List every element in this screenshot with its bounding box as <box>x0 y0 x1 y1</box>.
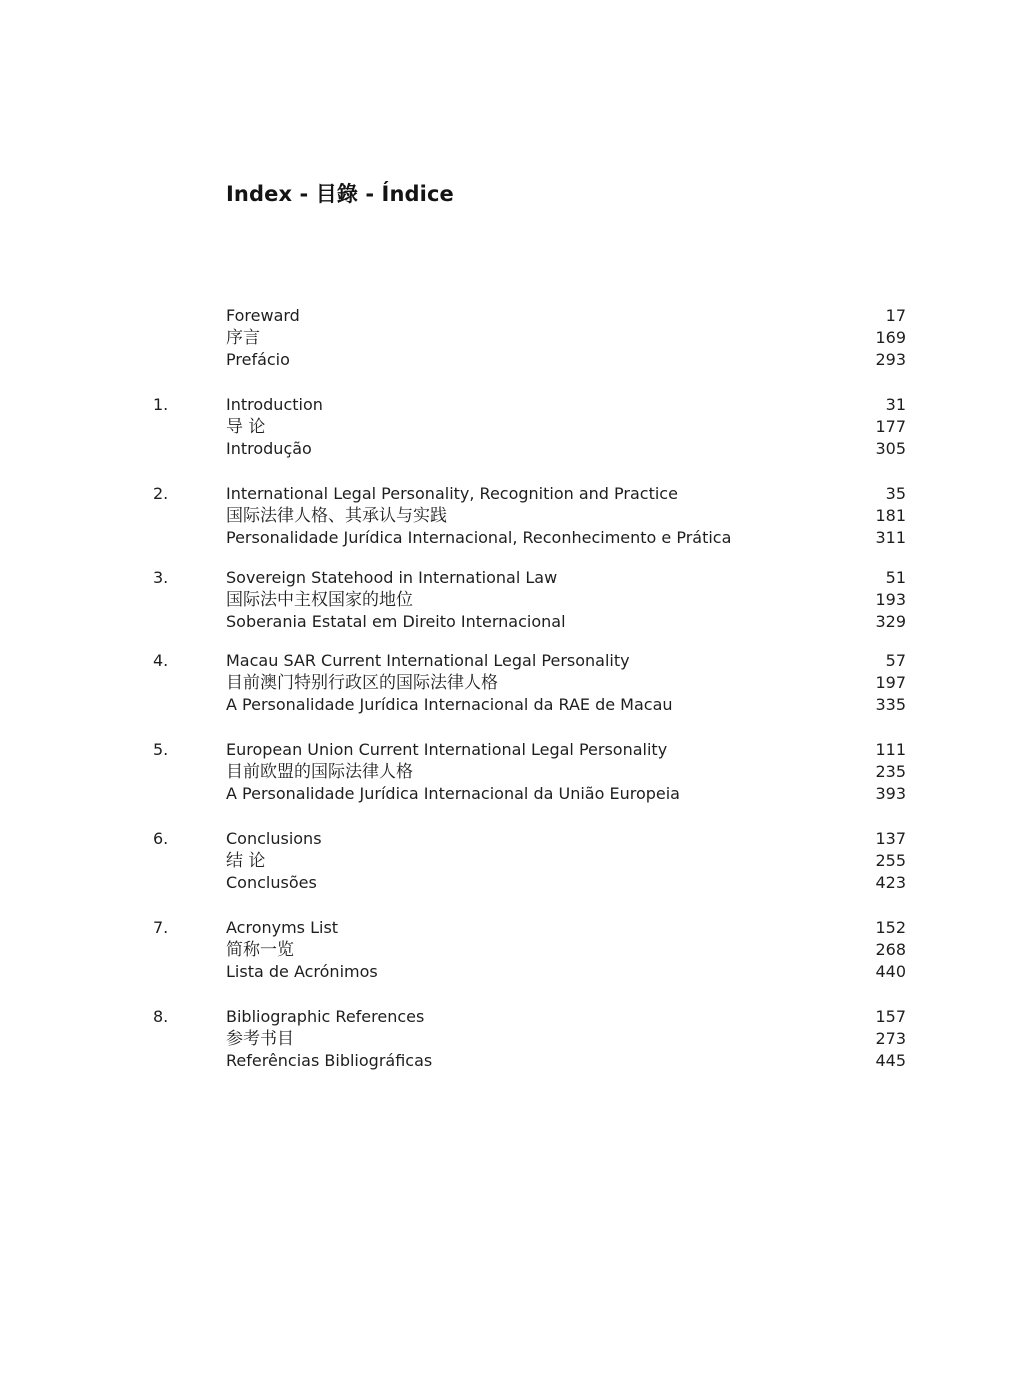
toc-line[interactable] <box>0 850 1024 872</box>
toc-line-title: International Legal Personality, Recognition and Practice <box>226 484 678 503</box>
toc-line-title: Foreward <box>226 306 300 325</box>
toc-line[interactable] <box>0 1006 1024 1028</box>
toc-line-title: Bibliographic References <box>226 1007 425 1026</box>
toc-line[interactable] <box>0 694 1024 716</box>
toc-line-title: 目前欧盟的国际法律人格 <box>226 762 413 782</box>
toc-line-page: 329 <box>875 612 906 631</box>
toc-line[interactable] <box>0 1050 1024 1072</box>
toc-line[interactable] <box>0 761 1024 783</box>
toc-line[interactable] <box>0 650 1024 672</box>
toc-line-title: Conclusions <box>226 829 322 848</box>
toc-line-page: 157 <box>875 1007 906 1026</box>
toc-line-page: 293 <box>875 350 906 369</box>
toc-line-title: 导 论 <box>226 417 266 437</box>
toc-line-page: 311 <box>875 528 906 547</box>
toc-line-title: 参考书目 <box>226 1029 294 1049</box>
toc-line-title: Sovereign Statehood in International Law <box>226 568 558 587</box>
toc-line[interactable] <box>0 939 1024 961</box>
toc-line-title: 结 论 <box>226 851 266 871</box>
toc-line-page: 193 <box>875 590 906 609</box>
toc-line-title: Conclusões <box>226 873 317 892</box>
toc-line-title: Introduction <box>226 395 323 414</box>
entry-number: 1. <box>153 395 169 414</box>
toc-line[interactable] <box>0 872 1024 894</box>
toc-line-title: A Personalidade Jurídica Internacional da União Europeia <box>226 784 680 803</box>
toc-line-page: 17 <box>885 306 906 325</box>
entry-number: 7. <box>153 918 169 937</box>
entry-number: 4. <box>153 651 169 670</box>
toc-line[interactable] <box>0 739 1024 761</box>
toc-line-title: European Union Current International Legal Personality <box>226 740 668 759</box>
toc-line[interactable] <box>0 327 1024 349</box>
toc-line-page: 255 <box>875 851 906 870</box>
toc-line-title: Acronyms List <box>226 918 339 937</box>
toc-line-page: 445 <box>875 1051 906 1070</box>
toc-line-page: 111 <box>875 740 906 759</box>
toc-line[interactable] <box>0 567 1024 589</box>
toc-line-title: Macau SAR Current International Legal Personality <box>226 651 630 670</box>
toc-line[interactable] <box>0 611 1024 633</box>
toc-line-page: 393 <box>875 784 906 803</box>
toc-line-title: Lista de Acrónimos <box>226 962 378 981</box>
toc-line-title: 序言 <box>226 328 260 348</box>
toc-line[interactable] <box>0 438 1024 460</box>
toc-line[interactable] <box>0 589 1024 611</box>
toc-line-title: 国际法律人格、其承认与实践 <box>226 506 447 526</box>
toc-line-page: 335 <box>875 695 906 714</box>
page-title: Index - 目錄 - Índice <box>226 182 454 206</box>
toc-line-title: Introdução <box>226 439 312 458</box>
entry-number: 3. <box>153 568 169 587</box>
toc-line-page: 177 <box>875 417 906 436</box>
toc-line-title: A Personalidade Jurídica Internacional da RAE de Macau <box>226 695 673 714</box>
toc-line[interactable] <box>0 917 1024 939</box>
toc-line-page: 31 <box>885 395 906 414</box>
toc-line-page: 57 <box>885 651 906 670</box>
toc-line-title: 国际法中主权国家的地位 <box>226 590 413 610</box>
toc-line-page: 35 <box>885 484 906 503</box>
toc-line-title: Soberania Estatal em Direito Internacional <box>226 612 566 631</box>
toc-line-page: 181 <box>875 506 906 525</box>
toc-line-page: 268 <box>875 940 906 959</box>
toc-line-page: 169 <box>875 328 906 347</box>
toc-line[interactable] <box>0 416 1024 438</box>
toc-line-page: 305 <box>875 439 906 458</box>
entry-number: 6. <box>153 829 169 848</box>
toc-line[interactable] <box>0 527 1024 549</box>
toc-line-page: 423 <box>875 873 906 892</box>
toc-line-page: 152 <box>875 918 906 937</box>
toc-line[interactable] <box>0 394 1024 416</box>
toc-line[interactable] <box>0 1028 1024 1050</box>
entry-number: 8. <box>153 1007 169 1026</box>
toc-line-page: 197 <box>875 673 906 692</box>
toc-line-title: 目前澳门特别行政区的国际法律人格 <box>226 673 498 693</box>
toc-line-page: 440 <box>875 962 906 981</box>
toc-line-title: Prefácio <box>226 350 290 369</box>
toc-line-page: 273 <box>875 1029 906 1048</box>
toc-line-title: Referências Bibliográficas <box>226 1051 433 1070</box>
toc-line[interactable] <box>0 783 1024 805</box>
entry-number: 2. <box>153 484 169 503</box>
toc-line-page: 137 <box>875 829 906 848</box>
toc-line[interactable] <box>0 961 1024 983</box>
toc-line-title: 简称一览 <box>226 940 294 960</box>
entry-number: 5. <box>153 740 169 759</box>
toc-line-title: Personalidade Jurídica Internacional, Reconhecimento e Prática <box>226 528 732 547</box>
toc-line[interactable] <box>0 672 1024 694</box>
toc-line[interactable] <box>0 483 1024 505</box>
toc-line-page: 51 <box>885 568 906 587</box>
toc-line[interactable] <box>0 505 1024 527</box>
toc-line[interactable] <box>0 349 1024 371</box>
toc-line[interactable] <box>0 828 1024 850</box>
toc-line[interactable] <box>0 305 1024 327</box>
toc-line-page: 235 <box>875 762 906 781</box>
